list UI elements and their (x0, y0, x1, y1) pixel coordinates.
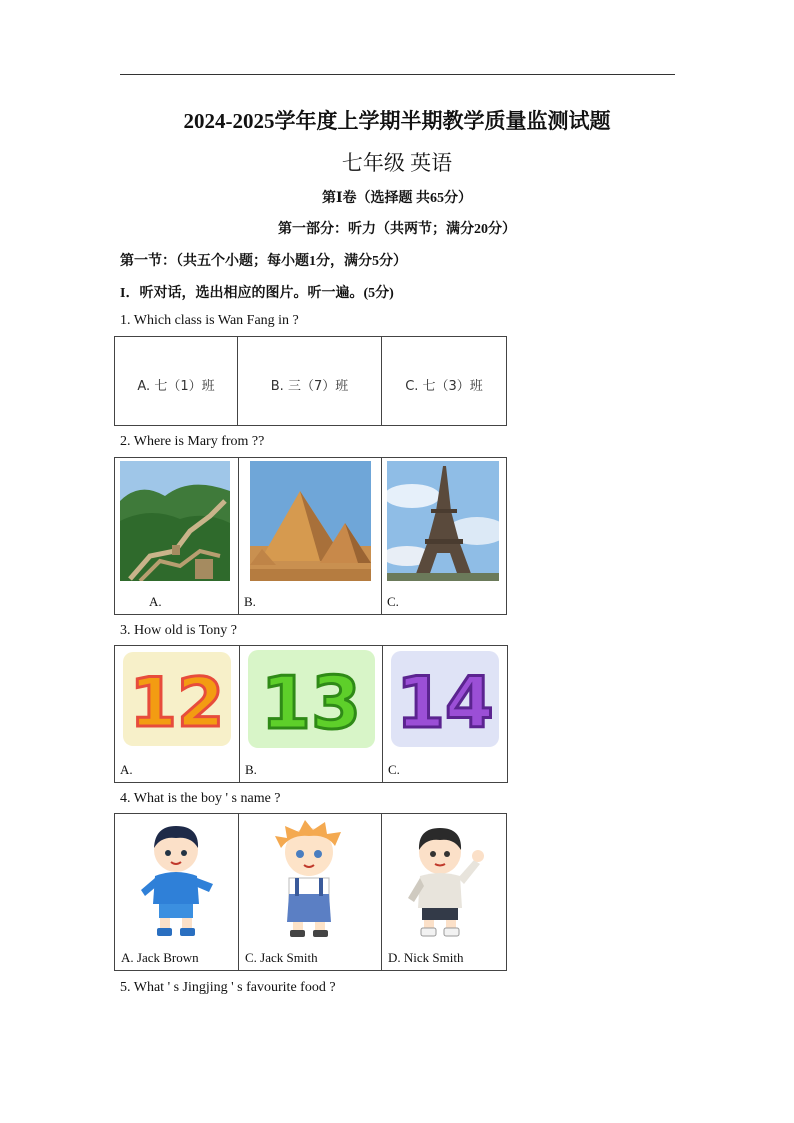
question-1-options (114, 336, 507, 426)
question-2-options (114, 457, 507, 615)
exam-title: 2024-2025学年度上学期半期教学质量监测试题 (183, 109, 611, 133)
great-wall-image (120, 461, 230, 581)
question-4: 4. What is the boy ' s name ? (120, 791, 281, 806)
volume-heading: 第Ⅰ卷（选择题 共65分） (321, 191, 473, 206)
option-label: D. Nick Smith (388, 950, 464, 965)
question-4-options (114, 813, 507, 971)
header-rule (120, 74, 675, 75)
boy-orange-hair-image (261, 818, 357, 938)
number-12: 12 (129, 664, 225, 743)
number-14: 14 (396, 662, 494, 744)
option-cell[interactable] (115, 646, 240, 783)
option-cell[interactable] (383, 646, 508, 783)
question-3-options (114, 645, 508, 783)
option-label: C. (387, 594, 399, 609)
question-2: 2. Where is Mary from ?? (120, 434, 265, 449)
option-cell[interactable] (240, 646, 383, 783)
option-label: B. (245, 762, 257, 777)
option-cell[interactable] (115, 814, 239, 971)
number-14-image (389, 649, 501, 749)
number-13: 13 (260, 661, 362, 745)
option-label: B. 三（7）班 (270, 379, 349, 394)
option-cell[interactable] (382, 337, 507, 426)
question-5: 5. What ' s Jingjing ' s favourite food ? (120, 980, 336, 995)
number-13-image (246, 648, 377, 750)
option-cell[interactable] (115, 337, 238, 426)
section-heading: 第一节：（共五个小题；每小题1分，满分5分） (120, 254, 407, 269)
option-cell[interactable] (239, 458, 382, 615)
option-cell[interactable] (115, 458, 239, 615)
option-label: B. (244, 594, 256, 609)
option-label: C. Jack Smith (245, 950, 318, 965)
boy-waving-image (398, 820, 490, 938)
option-cell[interactable] (382, 814, 507, 971)
exam-subtitle: 七年级 英语 (341, 151, 453, 175)
part-heading: 第一部分：听力（共两节；满分20分） (278, 222, 516, 237)
option-label: A. Jack Brown (121, 950, 199, 965)
option-cell[interactable] (238, 337, 382, 426)
option-label: A. 七（1）班 (137, 379, 215, 394)
option-cell[interactable] (382, 458, 507, 615)
question-3: 3. How old is Tony ? (120, 623, 237, 638)
option-cell[interactable] (239, 814, 382, 971)
eiffel-tower-image (387, 461, 499, 581)
boy-blue-jacket-image (133, 820, 219, 938)
option-label: C. (388, 762, 400, 777)
instruction-text: I．听对话，选出相应的图片。听一遍。(5分) (120, 286, 394, 301)
option-label: A. (120, 762, 133, 777)
question-1: 1. Which class is Wan Fang in ? (120, 313, 299, 328)
option-label: C. 七（3）班 (405, 379, 483, 394)
number-12-image (121, 650, 233, 748)
option-label: A. (149, 594, 162, 609)
pyramids-image (250, 461, 371, 581)
